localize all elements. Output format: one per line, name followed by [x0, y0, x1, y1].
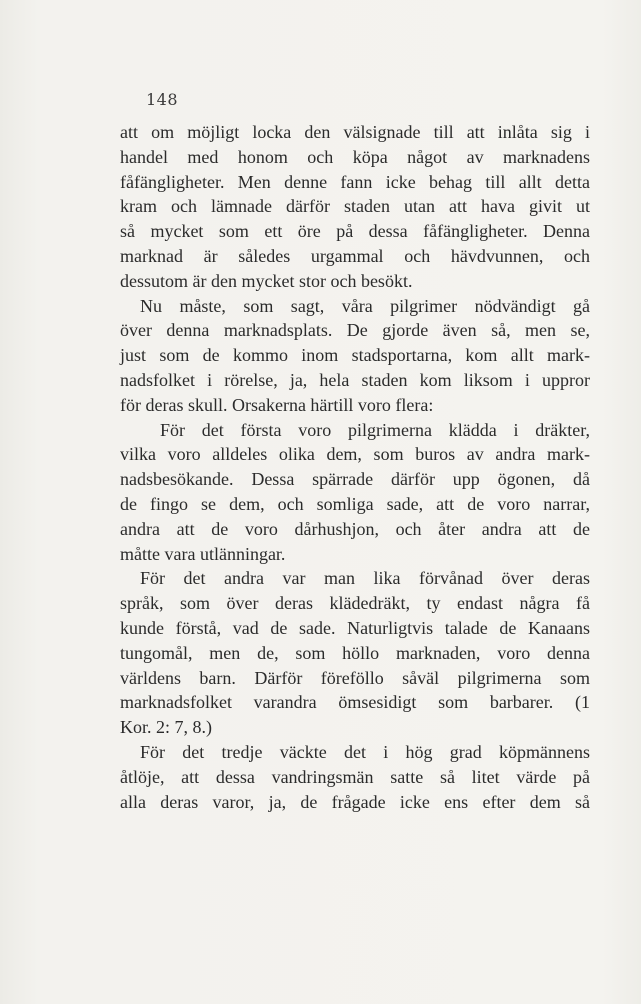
text-line: alla deras varor, ja, de frågade icke ens efter dem så [120, 791, 590, 812]
text-line: tungomål, men de, som höllo marknaden, voro denna [120, 642, 590, 663]
text-line: För det tredje väckte det i hög grad köpmännens [140, 741, 590, 762]
text-line: världens barn. Därför föreföllo såväl pilgrimerna som [120, 667, 590, 688]
text-line: kunde förstå, vad de sade. Naturligtvis talade de Kanaans [120, 617, 590, 638]
text-line: vilka voro alldeles olika dem, som buros av andra mark- [120, 444, 590, 465]
text-line: att om möjligt locka den välsignade till att inlåta sig i [120, 122, 590, 142]
text-line: marknadsfolket varandra ömsesidigt som barbarer. (1 [120, 692, 590, 713]
text-line: så mycket som ett öre på dessa fåfängligheter. Denna [120, 221, 590, 242]
text-line: måtte vara utlänningar. [120, 543, 286, 564]
text-line: För det första voro pilgrimerna klädda i dräkter, [160, 419, 590, 440]
text-line: just som de kommo inom stadsportarna, kom allt mark- [120, 345, 590, 366]
text-line: språk, som över deras klädedräkt, ty endast några få [120, 593, 590, 614]
text-line: dessutom är den mycket stor och besökt. [120, 270, 413, 291]
text-line: För det andra var man lika förvånad över deras [140, 568, 590, 589]
text-line: nadsbesökande. Dessa spärrade därför upp ögonen, då [120, 469, 590, 490]
text-line: marknad är således urgammal och hävdvunnen, och [120, 245, 590, 266]
text-line: åtlöje, att dessa vandringsmän satte så litet värde på [120, 766, 590, 787]
text-line: handel med honom och köpa något av marknadens [120, 146, 590, 167]
text-line: Nu måste, som sagt, våra pilgrimer nödvändigt gå [140, 295, 590, 316]
page-number: 148 [146, 90, 179, 109]
text-line: över denna marknadsplats. De gjorde även så, men se, [120, 320, 590, 341]
text-line: för deras skull. Orsakerna härtill voro flera: [120, 394, 434, 415]
text-line: Kor. 2: 7, 8.) [120, 717, 212, 738]
text-line: fåfängligheter. Men denne fann icke behag till allt detta [120, 171, 590, 192]
text-line: kram och lämnade därför staden utan att hava givit ut [120, 196, 590, 217]
text-line: nadsfolket i rörelse, ja, hela staden kom liksom i uppror [120, 369, 590, 390]
text-line: de fingo se dem, och somliga sade, att de voro narrar, [120, 493, 590, 514]
text-line: andra att de voro dårhushjon, och åter andra att de [120, 518, 590, 539]
body-text [120, 120, 590, 814]
